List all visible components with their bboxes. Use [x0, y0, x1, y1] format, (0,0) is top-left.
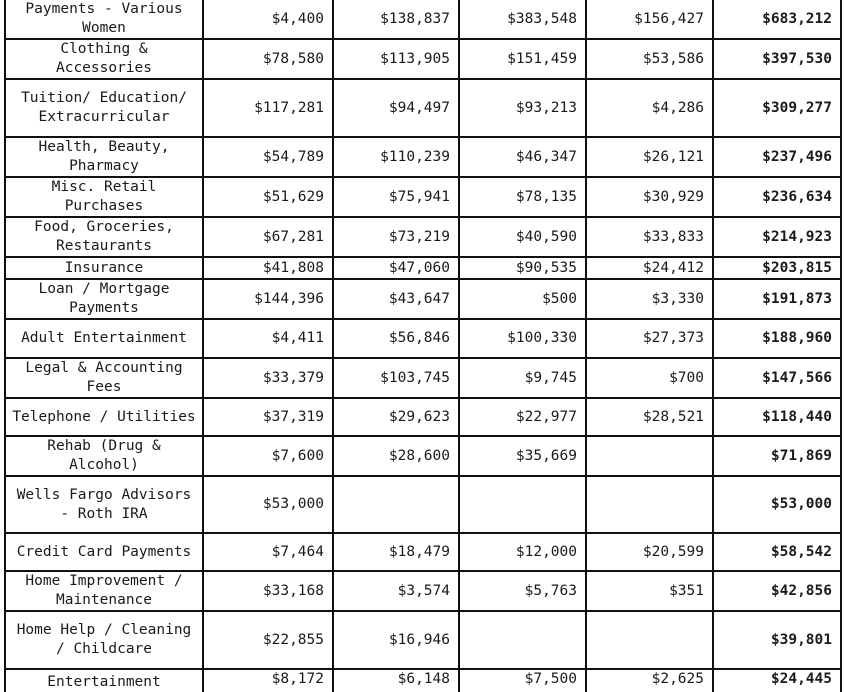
- amount-cell: $2,625: [586, 669, 713, 692]
- amount-cell: $53,000: [203, 476, 333, 533]
- amount-cell: $4,411: [203, 319, 333, 358]
- table-row: [5, 611, 841, 669]
- amount-cell: $41,808: [203, 257, 333, 279]
- table-row: [5, 533, 841, 571]
- amount-cell: $138,837: [333, 0, 459, 39]
- total-cell: $118,440: [713, 398, 841, 436]
- total-cell: $188,960: [713, 319, 841, 358]
- category-cell: Clothing & Accessories: [5, 39, 203, 79]
- amount-cell: $700: [586, 358, 713, 398]
- amount-cell: $7,600: [203, 436, 333, 476]
- amount-cell: $37,319: [203, 398, 333, 436]
- table-row: [5, 571, 841, 611]
- amount-cell: $8,172: [203, 669, 333, 692]
- table-row: [5, 39, 841, 79]
- amount-cell: $28,521: [586, 398, 713, 436]
- amount-cell: $22,977: [459, 398, 586, 436]
- amount-cell: $3,574: [333, 571, 459, 611]
- total-cell: $71,869: [713, 436, 841, 476]
- amount-cell: $103,745: [333, 358, 459, 398]
- amount-cell: $40,590: [459, 217, 586, 257]
- amount-cell: $29,623: [333, 398, 459, 436]
- amount-cell: $33,168: [203, 571, 333, 611]
- table-row: [5, 79, 841, 137]
- amount-cell: $113,905: [333, 39, 459, 79]
- category-cell: Home Help / Cleaning / Childcare: [5, 611, 203, 669]
- amount-cell: [586, 436, 713, 476]
- amount-cell: $33,833: [586, 217, 713, 257]
- amount-cell: $9,745: [459, 358, 586, 398]
- amount-cell: $7,500: [459, 669, 586, 692]
- table-row: [5, 177, 841, 217]
- amount-cell: $28,600: [333, 436, 459, 476]
- category-cell: Legal & Accounting Fees: [5, 358, 203, 398]
- amount-cell: $156,427: [586, 0, 713, 39]
- amount-cell: $12,000: [459, 533, 586, 571]
- total-cell: $39,801: [713, 611, 841, 669]
- amount-cell: $35,669: [459, 436, 586, 476]
- amount-cell: $27,373: [586, 319, 713, 358]
- table-row: [5, 436, 841, 476]
- amount-cell: $20,599: [586, 533, 713, 571]
- amount-cell: [333, 476, 459, 533]
- total-cell: $42,856: [713, 571, 841, 611]
- total-cell: $237,496: [713, 137, 841, 177]
- total-cell: $397,530: [713, 39, 841, 79]
- category-cell: Telephone / Utilities: [5, 398, 203, 436]
- amount-cell: $26,121: [586, 137, 713, 177]
- amount-cell: $6,148: [333, 669, 459, 692]
- amount-cell: [459, 611, 586, 669]
- amount-cell: $67,281: [203, 217, 333, 257]
- total-cell: $58,542: [713, 533, 841, 571]
- table-row: [5, 669, 841, 692]
- category-cell: Food, Groceries, Restaurants: [5, 217, 203, 257]
- total-cell: $203,815: [713, 257, 841, 279]
- category-cell: Tuition/ Education/ Extracurricular: [5, 79, 203, 137]
- amount-cell: $33,379: [203, 358, 333, 398]
- table-row: [5, 217, 841, 257]
- table-row: [5, 319, 841, 358]
- category-cell: Rehab (Drug & Alcohol): [5, 436, 203, 476]
- amount-cell: $383,548: [459, 0, 586, 39]
- amount-cell: $30,929: [586, 177, 713, 217]
- amount-cell: $46,347: [459, 137, 586, 177]
- category-cell: Payments - Various Women: [5, 0, 203, 39]
- amount-cell: $78,135: [459, 177, 586, 217]
- amount-cell: $73,219: [333, 217, 459, 257]
- amount-cell: $110,239: [333, 137, 459, 177]
- category-cell: Wells Fargo Advisors - Roth IRA: [5, 476, 203, 533]
- amount-cell: $5,763: [459, 571, 586, 611]
- total-cell: $191,873: [713, 279, 841, 319]
- category-cell: Credit Card Payments: [5, 533, 203, 571]
- category-cell: Loan / Mortgage Payments: [5, 279, 203, 319]
- amount-cell: $43,647: [333, 279, 459, 319]
- amount-cell: $94,497: [333, 79, 459, 137]
- amount-cell: $144,396: [203, 279, 333, 319]
- total-cell: $236,634: [713, 177, 841, 217]
- total-cell: $24,445: [713, 669, 841, 692]
- table-row: [5, 0, 841, 39]
- amount-cell: $56,846: [333, 319, 459, 358]
- amount-cell: $24,412: [586, 257, 713, 279]
- amount-cell: [586, 476, 713, 533]
- amount-cell: [586, 611, 713, 669]
- table-row: [5, 398, 841, 436]
- category-cell: Misc. Retail Purchases: [5, 177, 203, 217]
- table-row: [5, 358, 841, 398]
- amount-cell: $500: [459, 279, 586, 319]
- category-cell: Home Improvement / Maintenance: [5, 571, 203, 611]
- amount-cell: $100,330: [459, 319, 586, 358]
- category-cell: Insurance: [5, 257, 203, 279]
- amount-cell: $351: [586, 571, 713, 611]
- total-cell: $683,212: [713, 0, 841, 39]
- amount-cell: [459, 476, 586, 533]
- amount-cell: $117,281: [203, 79, 333, 137]
- amount-cell: $18,479: [333, 533, 459, 571]
- table-row: [5, 257, 841, 279]
- amount-cell: $54,789: [203, 137, 333, 177]
- amount-cell: $3,330: [586, 279, 713, 319]
- amount-cell: $7,464: [203, 533, 333, 571]
- category-cell: Health, Beauty, Pharmacy: [5, 137, 203, 177]
- amount-cell: $53,586: [586, 39, 713, 79]
- amount-cell: $4,400: [203, 0, 333, 39]
- amount-cell: $16,946: [333, 611, 459, 669]
- expense-table-body: [5, 0, 841, 692]
- table-row: [5, 137, 841, 177]
- amount-cell: $151,459: [459, 39, 586, 79]
- expense-table: [4, 0, 842, 692]
- amount-cell: $22,855: [203, 611, 333, 669]
- category-cell: Entertainment: [5, 669, 203, 692]
- table-row: [5, 279, 841, 319]
- amount-cell: $75,941: [333, 177, 459, 217]
- total-cell: $309,277: [713, 79, 841, 137]
- total-cell: $53,000: [713, 476, 841, 533]
- category-cell: Adult Entertainment: [5, 319, 203, 358]
- total-cell: $214,923: [713, 217, 841, 257]
- amount-cell: $78,580: [203, 39, 333, 79]
- table-row: [5, 476, 841, 533]
- amount-cell: $93,213: [459, 79, 586, 137]
- amount-cell: $4,286: [586, 79, 713, 137]
- amount-cell: $51,629: [203, 177, 333, 217]
- total-cell: $147,566: [713, 358, 841, 398]
- amount-cell: $47,060: [333, 257, 459, 279]
- amount-cell: $90,535: [459, 257, 586, 279]
